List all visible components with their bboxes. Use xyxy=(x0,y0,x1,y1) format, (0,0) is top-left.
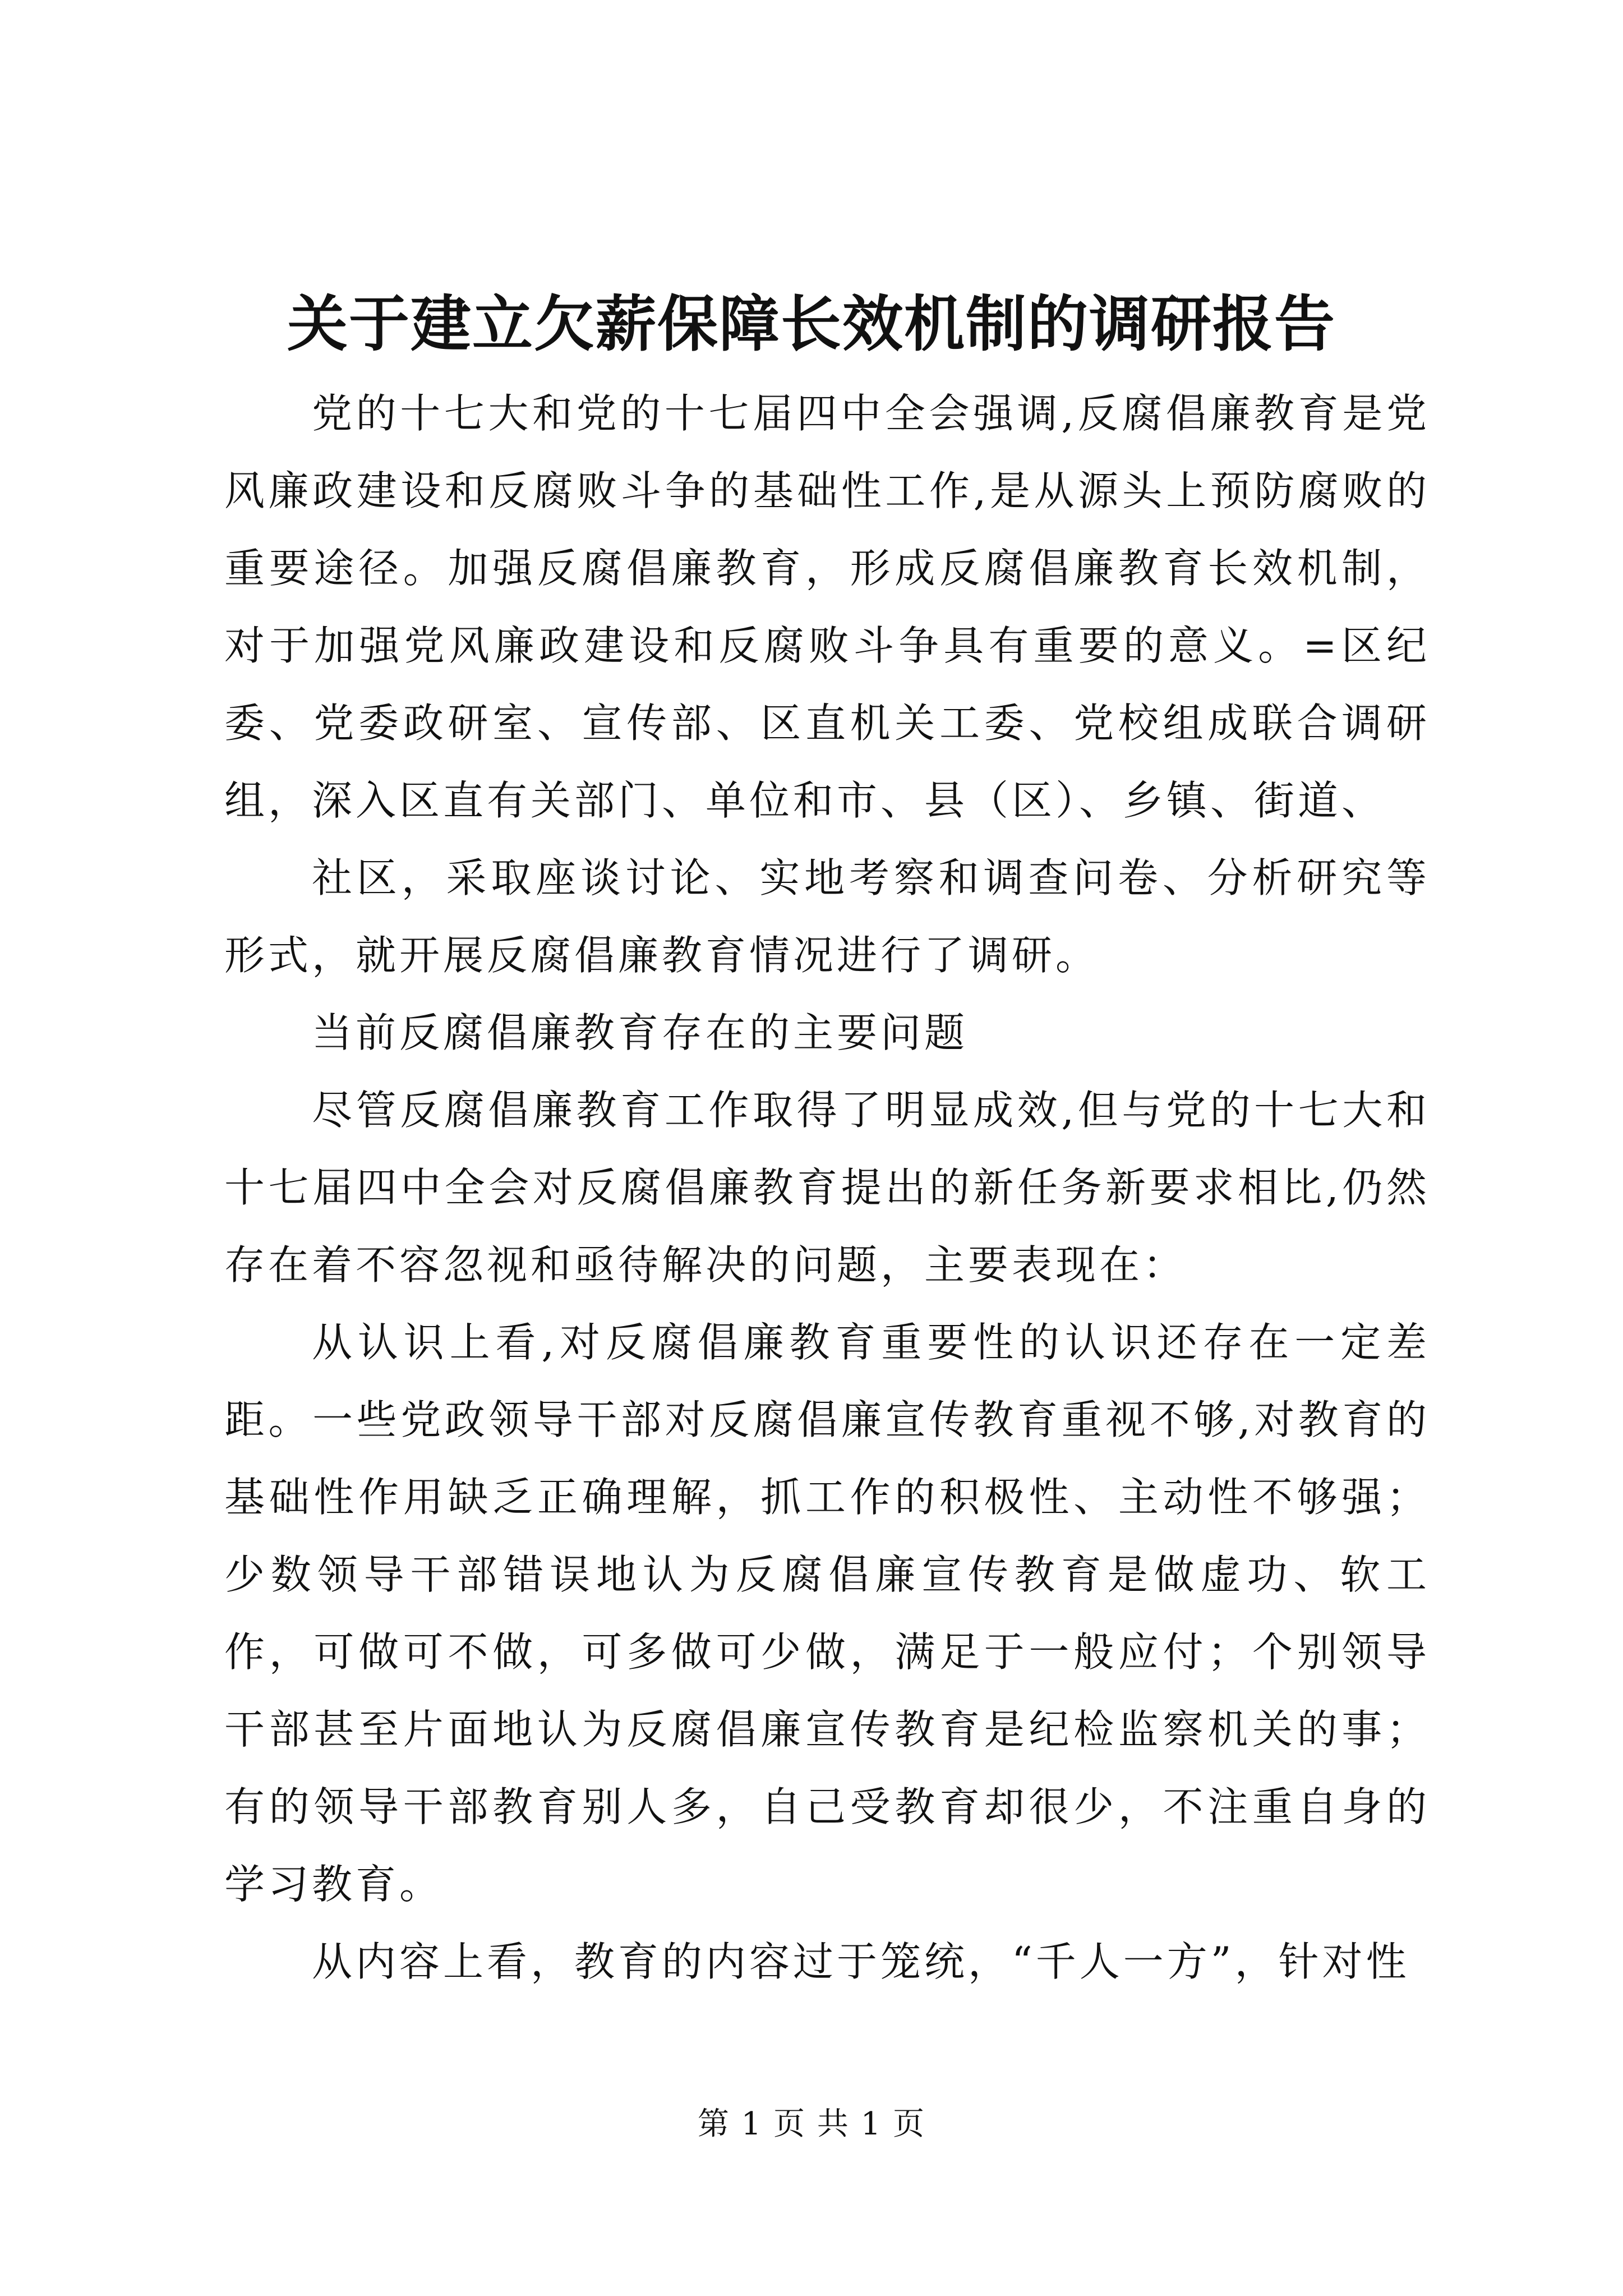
document-title: 关于建立欠薪保障长效机制的调研报告 xyxy=(287,289,1336,360)
page-footer: 第 1 页 共 1 页 xyxy=(697,2106,926,2142)
paragraph-1: 党的十七大和党的十七届四中全会强调,反腐倡廉教育是党风廉政建设和反腐败斗争的基础性工作,是从源头上预防腐败的重要途径。加强反腐倡廉教育，形成反腐倡廉教育长效机制，对于加强党风廉政建设和反腐败斗争具有重要的意义。=区纪委、党委政研室、宣传部、区直机关工委、党校组成联合调研组，深入区直有关部门、单位和市、县（区）、乡镇、街道、 xyxy=(224,390,1430,824)
paragraph-4: 从认识上看,对反腐倡廉教育重要性的认识还存在一定差距。一些党政领导干部对反腐倡廉宣传教育重视不够,对教育的基础性作用缺乏正确理解，抓工作的积极性、主动性不够强；少数领导干部错误地认为反腐倡廉宣传教育是做虚功、软工作，可做可不做，可多做可少做，满足于一般应付；个别领导干部甚至片面地认为反腐倡廉宣传教育是纪检监察机关的事；有的领导干部教育别人多，自己受教育却很少，不注重自身的学习教育。 xyxy=(224,1319,1430,1908)
document-body xyxy=(224,375,1430,2000)
section-heading: 当前反腐倡廉教育存在的主要问题 xyxy=(312,1009,969,1056)
paragraph-2: 社区，采取座谈讨论、实地考察和调查问卷、分析研究等形式，就开展反腐倡廉教育情况进行了调研。 xyxy=(224,854,1430,979)
paragraph-3: 尽管反腐倡廉教育工作取得了明显成效,但与党的十七大和十七届四中全会对反腐倡廉教育提出的新任务新要求相比,仍然存在着不容忽视和亟待解决的问题，主要表现在： xyxy=(224,1087,1430,1289)
paragraph-5: 从内容上看，教育的内容过于笼统，“千人一方”，针对性 xyxy=(312,1938,1410,1985)
